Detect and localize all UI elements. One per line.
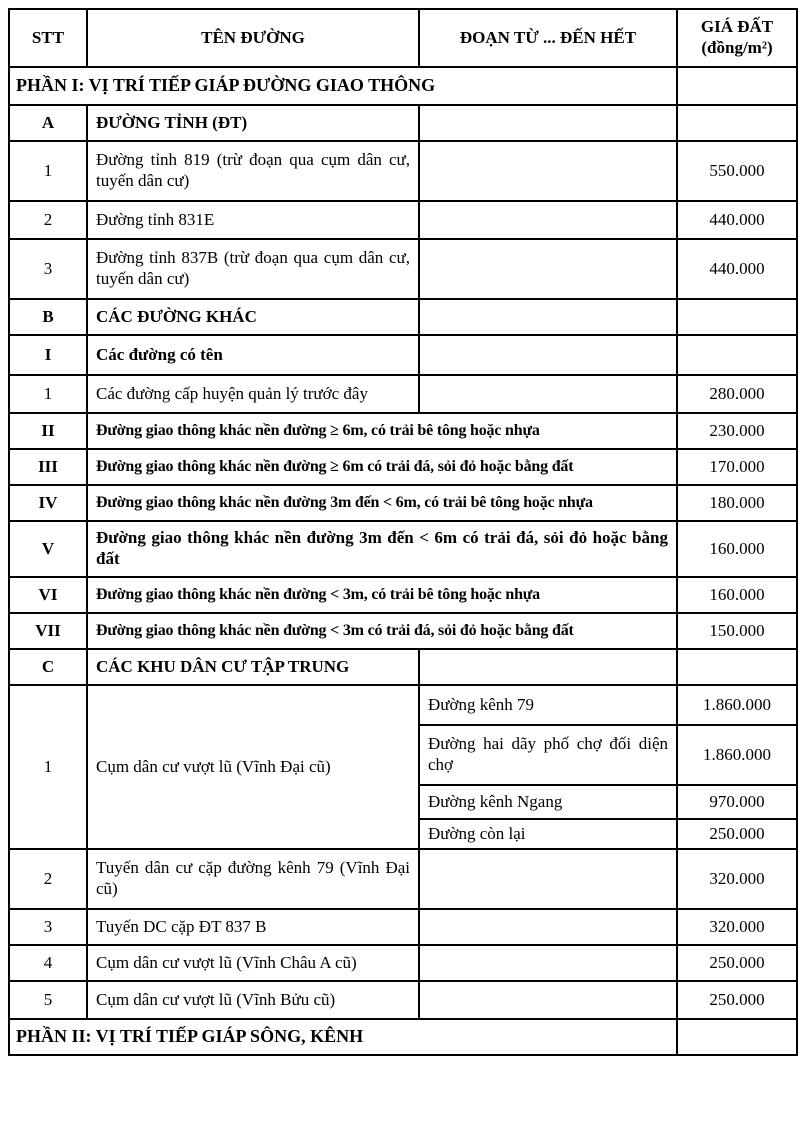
stt-cell: 1 [9, 375, 87, 413]
price-cell: 250.000 [677, 945, 797, 981]
price-cell: 160.000 [677, 521, 797, 577]
price-cell: 550.000 [677, 141, 797, 201]
merged-row-VI [9, 577, 797, 613]
group-name-cell: Các đường có tên [87, 335, 419, 375]
merged-row-II [9, 413, 797, 449]
price-cell: 180.000 [677, 485, 797, 521]
header-row [9, 9, 797, 67]
group-name-cell: CÁC KHU DÂN CƯ TẬP TRUNG [87, 649, 419, 685]
road-name-cell: Cụm dân cư vượt lũ (Vĩnh Bửu cũ) [87, 981, 419, 1019]
price-cell: 230.000 [677, 413, 797, 449]
item-row [9, 849, 797, 909]
item-row [9, 201, 797, 239]
road-name-cell: Đường tỉnh 837B (trừ đoạn qua cụm dân cư, tuyến dân cư) [87, 239, 419, 299]
empty-segment-cell [419, 335, 677, 375]
empty-segment-cell [419, 141, 677, 201]
group-row-A [9, 105, 797, 141]
item-row [9, 945, 797, 981]
stt-cell: B [9, 299, 87, 335]
item-row [9, 375, 797, 413]
section-part-2-label: PHẦN II: VỊ TRÍ TIẾP GIÁP SÔNG, KÊNH [9, 1019, 677, 1055]
price-cell: 250.000 [677, 981, 797, 1019]
stt-cell: III [9, 449, 87, 485]
road-name-cell: Đường giao thông khác nền đường ≥ 6m, có trải bê tông hoặc nhựa [87, 413, 677, 449]
stt-cell: V [9, 521, 87, 577]
merged-row-V [9, 521, 797, 577]
item-row [9, 909, 797, 945]
stt-cell: IV [9, 485, 87, 521]
price-cell: 440.000 [677, 201, 797, 239]
price-cell: 1.860.000 [677, 685, 797, 725]
empty-segment-cell [419, 909, 677, 945]
header-segment: ĐOẠN TỪ ... ĐẾN HẾT [419, 9, 677, 67]
stt-cell: 4 [9, 945, 87, 981]
price-cell: 320.000 [677, 849, 797, 909]
header-stt: STT [9, 9, 87, 67]
item-row [9, 141, 797, 201]
road-name-cell: Đường tỉnh 831E [87, 201, 419, 239]
stt-cell: 5 [9, 981, 87, 1019]
segment-cell: Đường kênh 79 [419, 685, 677, 725]
empty-segment-cell [419, 105, 677, 141]
group-row-B [9, 299, 797, 335]
merged-row-VII [9, 613, 797, 649]
road-name-cell: Cụm dân cư vượt lũ (Vĩnh Châu A cũ) [87, 945, 419, 981]
stt-cell: I [9, 335, 87, 375]
stt-cell: VII [9, 613, 87, 649]
empty-price-cell [677, 335, 797, 375]
price-cell: 440.000 [677, 239, 797, 299]
header-price [677, 9, 797, 67]
stt-cell: 3 [9, 239, 87, 299]
stt-cell: 2 [9, 201, 87, 239]
empty-price-cell [677, 649, 797, 685]
stt-cell: VI [9, 577, 87, 613]
road-name-cell: Đường tỉnh 819 (trừ đoạn qua cụm dân cư, tuyến dân cư) [87, 141, 419, 201]
road-name-cell: Đường giao thông khác nền đường 3m đến < 6m có trải đá, sỏi đỏ hoặc bằng đất [87, 521, 677, 577]
item-row [9, 981, 797, 1019]
road-name-cell: Đường giao thông khác nền đường ≥ 6m có trải đá, sỏi đỏ hoặc bằng đất [87, 449, 677, 485]
price-cell: 320.000 [677, 909, 797, 945]
road-name-cell: Đường giao thông khác nền đường 3m đến < 6m, có trải bê tông hoặc nhựa [87, 485, 677, 521]
road-name-cell: Cụm dân cư vượt lũ (Vĩnh Đại cũ) [87, 685, 419, 849]
group-name-cell: ĐƯỜNG TỈNH (ĐT) [87, 105, 419, 141]
price-cell: 150.000 [677, 613, 797, 649]
item-row-span-start [9, 685, 797, 725]
group-row-I [9, 335, 797, 375]
empty-price-cell [677, 299, 797, 335]
empty-segment-cell [419, 375, 677, 413]
empty-segment-cell [419, 849, 677, 909]
stt-cell: 3 [9, 909, 87, 945]
empty-segment-cell [419, 299, 677, 335]
price-cell: 170.000 [677, 449, 797, 485]
merged-row-III [9, 449, 797, 485]
segment-cell: Đường kênh Ngang [419, 785, 677, 819]
stt-cell: II [9, 413, 87, 449]
road-name-cell: Đường giao thông khác nền đường < 3m, có trải bê tông hoặc nhựa [87, 577, 677, 613]
price-cell: 250.000 [677, 819, 797, 849]
empty-price-cell [677, 67, 797, 105]
empty-segment-cell [419, 239, 677, 299]
header-price-line1: GIÁ ĐẤT [700, 17, 774, 37]
stt-cell: 2 [9, 849, 87, 909]
stt-cell: 1 [9, 685, 87, 849]
section-part-2-row [9, 1019, 797, 1055]
item-row [9, 239, 797, 299]
section-part-1-label: PHẦN I: VỊ TRÍ TIẾP GIÁP ĐƯỜNG GIAO THÔNG [9, 67, 677, 105]
road-name-cell: Các đường cấp huyện quản lý trước đây [87, 375, 419, 413]
empty-segment-cell [419, 201, 677, 239]
section-part-1-row [9, 67, 797, 105]
stt-cell: C [9, 649, 87, 685]
segment-cell: Đường hai dãy phố chợ đối diện chợ [419, 725, 677, 785]
group-row-C [9, 649, 797, 685]
header-road-name: TÊN ĐƯỜNG [87, 9, 419, 67]
road-name-cell: Tuyến DC cặp ĐT 837 B [87, 909, 419, 945]
stt-cell: 1 [9, 141, 87, 201]
header-price-line2: (đồng/m²) [701, 38, 773, 57]
group-name-cell: CÁC ĐƯỜNG KHÁC [87, 299, 419, 335]
road-name-cell: Đường giao thông khác nền đường < 3m có trải đá, sỏi đỏ hoặc bằng đất [87, 613, 677, 649]
land-price-table [8, 8, 798, 1056]
empty-price-cell [677, 1019, 797, 1055]
empty-segment-cell [419, 649, 677, 685]
empty-price-cell [677, 105, 797, 141]
price-cell: 280.000 [677, 375, 797, 413]
empty-segment-cell [419, 981, 677, 1019]
road-name-cell: Tuyến dân cư cặp đường kênh 79 (Vĩnh Đại cũ) [87, 849, 419, 909]
stt-cell: A [9, 105, 87, 141]
merged-row-IV [9, 485, 797, 521]
price-cell: 970.000 [677, 785, 797, 819]
price-cell: 160.000 [677, 577, 797, 613]
segment-cell: Đường còn lại [419, 819, 677, 849]
price-cell: 1.860.000 [677, 725, 797, 785]
empty-segment-cell [419, 945, 677, 981]
